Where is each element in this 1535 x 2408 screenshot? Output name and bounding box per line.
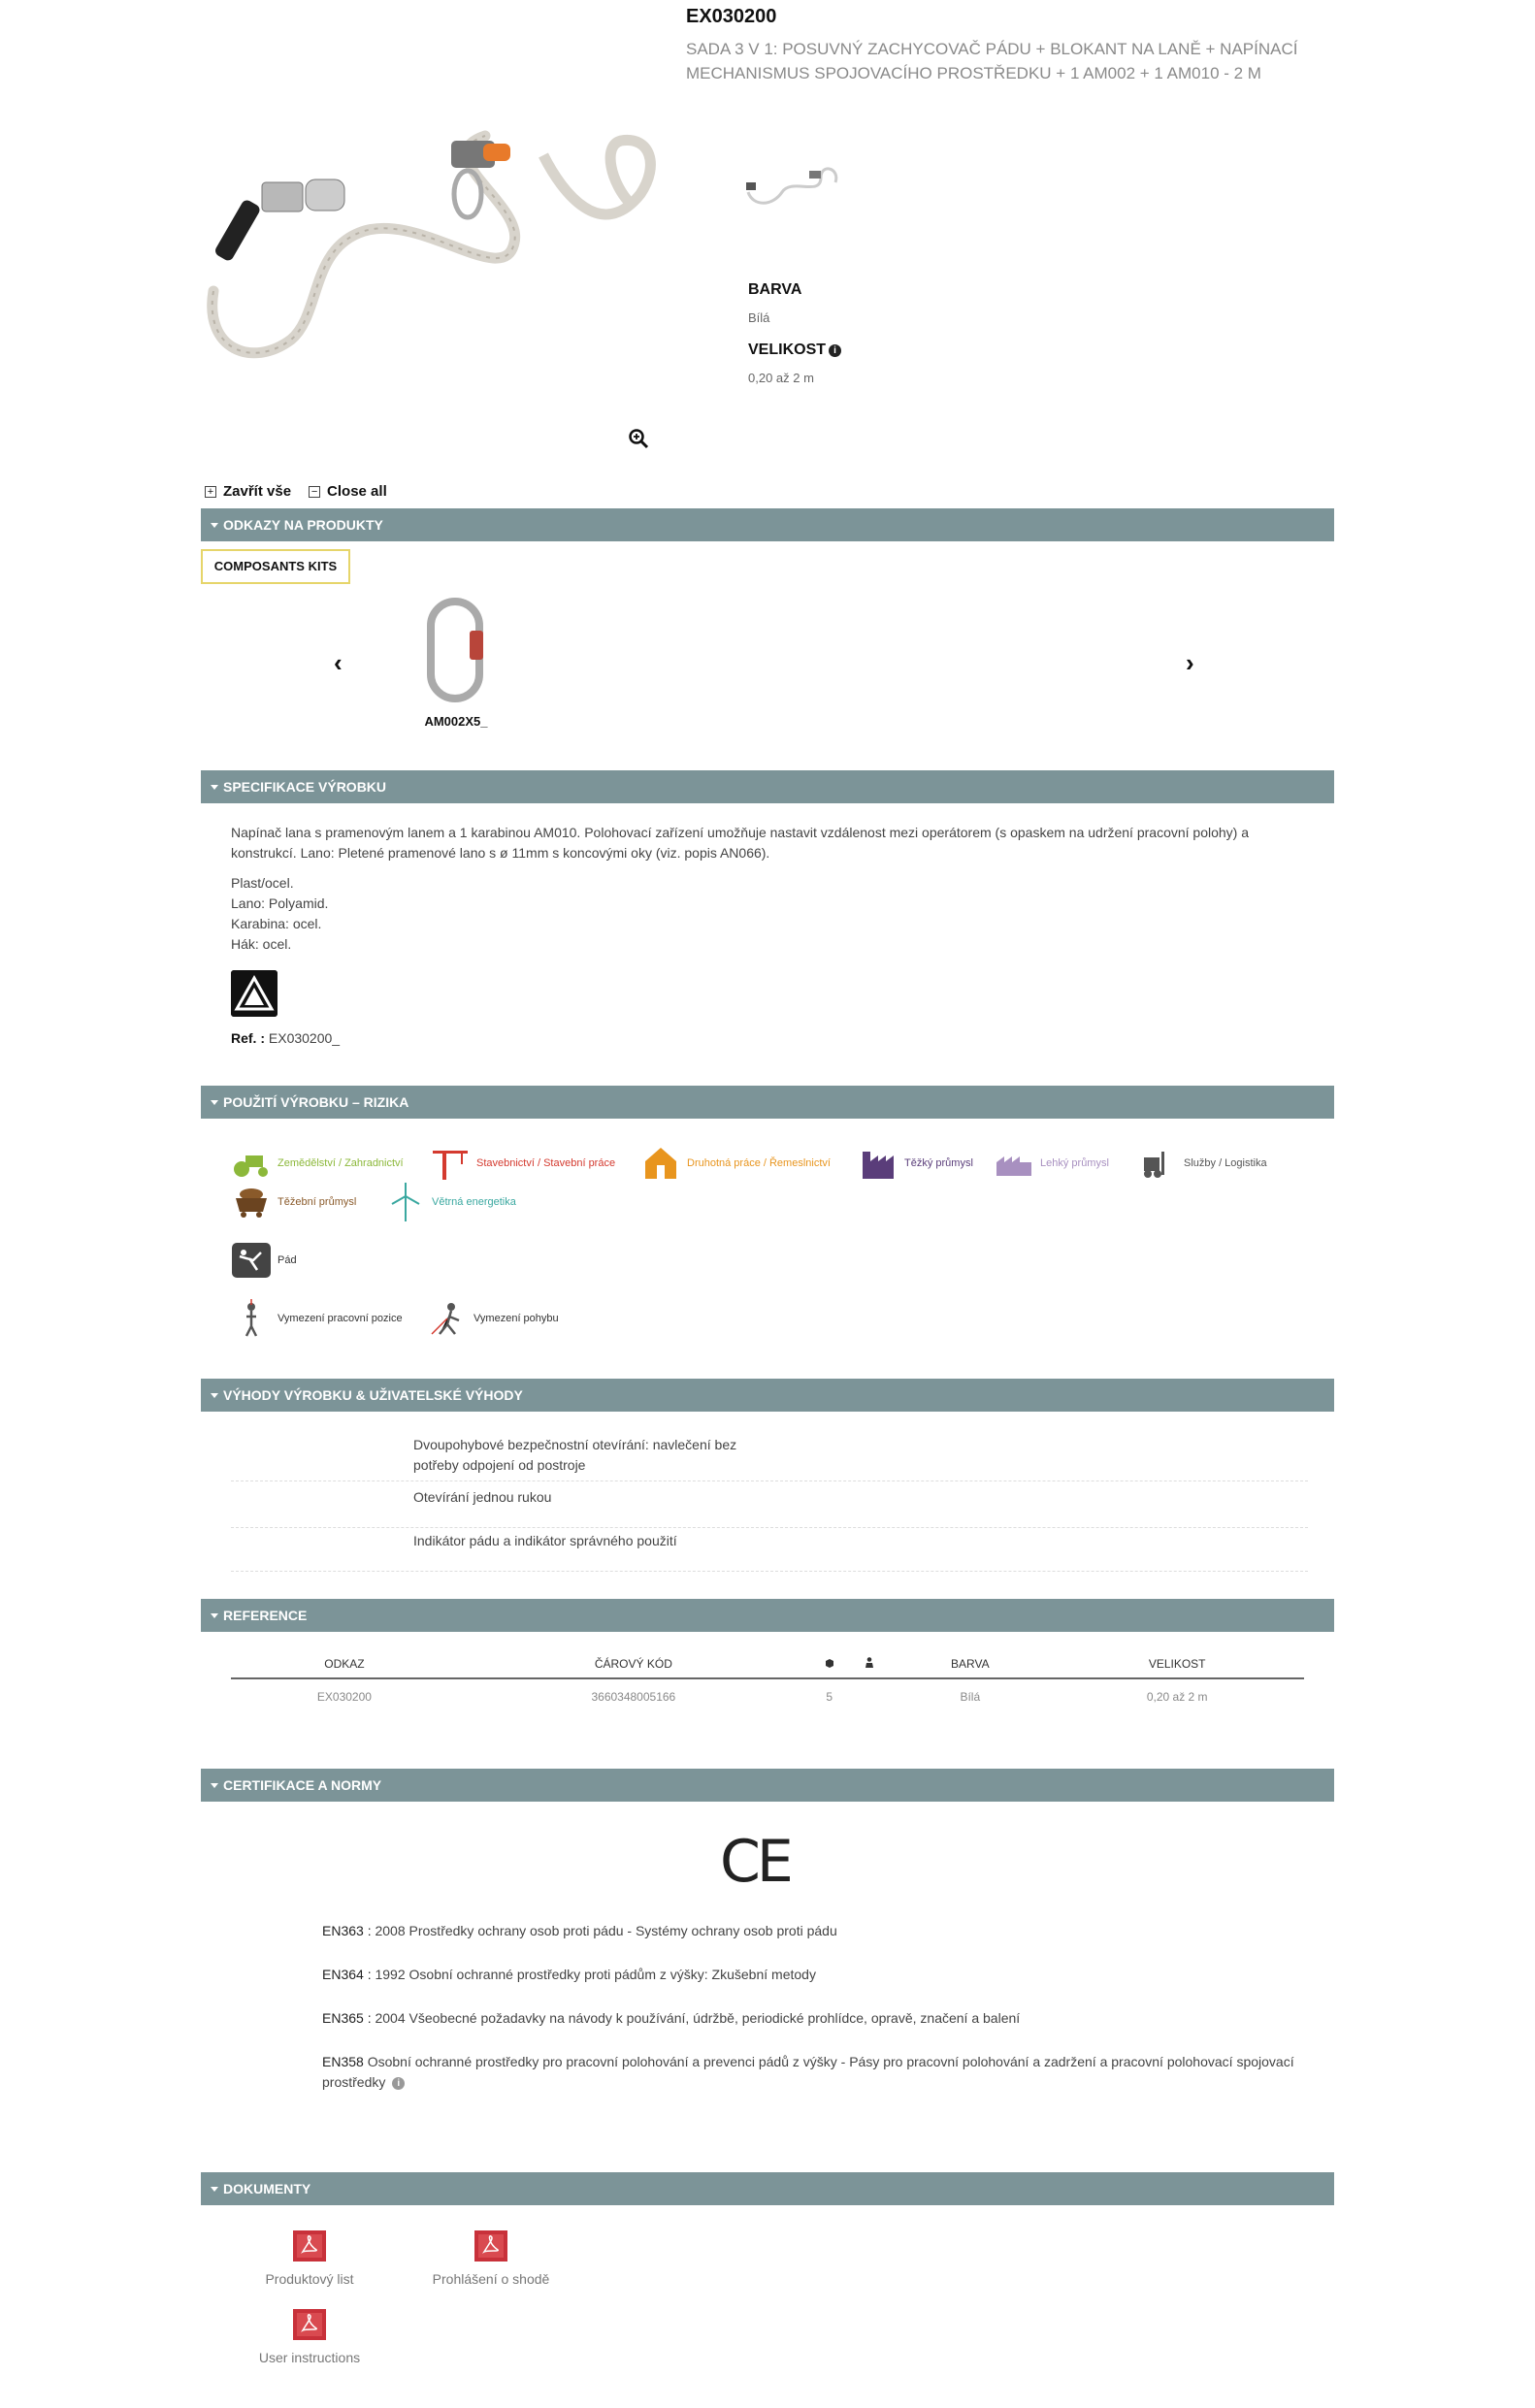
benefit-item: Indikátor pádu a indikátor správného použití: [231, 1531, 1308, 1572]
work-positioning-icon: [231, 1300, 272, 1337]
size-label: VELIKOST i: [748, 342, 841, 359]
function-restraint: Vymezení pohybu: [427, 1300, 559, 1337]
col-box-icon: [809, 1649, 850, 1678]
cell-color: Bílá: [960, 1689, 981, 1704]
risk-fall: Pád: [231, 1242, 297, 1279]
light-factory-icon: [994, 1145, 1034, 1182]
norm-item: EN363 : 2008 Prostředky ochrany osob proti pádu - Systémy ochrany osob proti pádu: [322, 1923, 837, 1938]
doc-declaration[interactable]: [413, 2229, 569, 2287]
doc-product-sheet[interactable]: [232, 2229, 387, 2287]
spec-material-2: Lano: Polyamid.: [231, 895, 329, 911]
carousel-next-icon[interactable]: ›: [1186, 648, 1194, 677]
pdf-icon: [289, 2307, 330, 2342]
col-barcode: ČÁROVÝ KÓD: [458, 1649, 809, 1678]
cell-box-qty: 5: [826, 1689, 833, 1704]
sector-heavy-industry: Těžký průmysl: [858, 1145, 973, 1182]
col-size: VELIKOST: [1050, 1649, 1304, 1678]
section-usage-header[interactable]: POUŽITÍ VÝROBKU – RIZIKA: [201, 1086, 1334, 1119]
spec-material-3: Karabina: ocel.: [231, 916, 322, 931]
pdf-icon: [471, 2229, 511, 2263]
doc-user-instructions[interactable]: [232, 2307, 387, 2365]
color-label: BARVA: [748, 281, 802, 298]
sector-wind-energy: Větrná energetika: [385, 1184, 516, 1220]
house-icon: [640, 1145, 681, 1182]
table-row: [231, 1678, 1304, 1713]
brand-logo-icon: [231, 970, 278, 1017]
col-ref: ODKAZ: [231, 1649, 458, 1678]
forklift-icon: [1137, 1145, 1178, 1182]
spec-content: [231, 823, 1298, 955]
norm-item: EN365 : 2004 Všeobecné požadavky na návody k používání, údržbě, periodické prohlídce, opravě, značení a balení: [322, 2010, 1021, 2026]
doc-label: Produktový list: [265, 2271, 354, 2287]
section-links-header[interactable]: ODKAZY NA PRODUKTY: [201, 508, 1334, 541]
crane-icon: [430, 1145, 471, 1182]
benefit-item: Dvoupohybové bezpečnostní otevírání: navlečení bez potřeby odpojení od postroje: [231, 1435, 1308, 1481]
restraint-icon: [427, 1300, 468, 1337]
close-all-label: Close all: [327, 483, 387, 500]
factory-icon: [858, 1145, 898, 1182]
tractor-icon: [231, 1145, 272, 1182]
zoom-icon[interactable]: [628, 428, 649, 449]
plus-icon: +: [205, 486, 216, 498]
sector-light-industry: Lehký průmysl: [994, 1145, 1109, 1182]
doc-label: User instructions: [258, 2350, 361, 2365]
close-all-toggle[interactable]: [309, 483, 387, 500]
spec-material-1: Plast/ocel.: [231, 875, 294, 891]
cell-size: 0,20 až 2 m: [1146, 1689, 1208, 1704]
composants-kits-tab[interactable]: COMPOSANTS KITS: [201, 549, 350, 584]
col-color: BARVA: [890, 1649, 1050, 1678]
sector-construction: Stavebnictví / Stavební práce: [430, 1145, 615, 1182]
cell-person-qty: [850, 1678, 891, 1713]
carabiner-image[interactable]: [419, 596, 491, 704]
fall-icon: [231, 1242, 272, 1279]
sector-agriculture: Zemědělství / Zahradnictví: [231, 1145, 404, 1182]
sector-mining: Těžební průmysl: [231, 1184, 356, 1220]
pdf-icon: [289, 2229, 330, 2263]
cell-ref: EX030200: [316, 1689, 372, 1704]
open-all-label: Zavřít vše: [223, 483, 292, 500]
benefit-item: Otevírání jednou rukou: [231, 1487, 1308, 1528]
spec-ref: Ref. : EX030200_: [231, 1030, 341, 1046]
mine-cart-icon: [231, 1184, 272, 1220]
linked-product-label[interactable]: AM002X5_: [424, 714, 488, 729]
spec-material-4: Hák: ocel.: [231, 936, 292, 952]
info-icon[interactable]: i: [392, 2077, 405, 2090]
section-certs-header[interactable]: CERTIFIKACE A NORMY: [201, 1769, 1334, 1802]
table-header-row: [231, 1649, 1304, 1678]
reference-table: [231, 1649, 1304, 1713]
doc-label: Prohlášení o shodě: [432, 2271, 550, 2287]
product-thumbnail[interactable]: [743, 153, 850, 213]
function-work-positioning: Vymezení pracovní pozice: [231, 1300, 403, 1337]
open-all-toggle[interactable]: [205, 483, 291, 500]
cell-barcode: 3660348005166: [591, 1689, 676, 1704]
sector-logistics: Služby / Logistika: [1137, 1145, 1267, 1182]
product-title: SADA 3 V 1: POSUVNÝ ZACHYCOVAČ PÁDU + BLOKANT NA LANĚ + NAPÍNACÍ MECHANISMUS SPOJOVACÍHO PROSTŘEDKU + 1 AM002 + 1 AM010 - 2 M: [686, 40, 1298, 82]
section-docs-header[interactable]: DOKUMENTY: [201, 2172, 1334, 2205]
color-value: Bílá: [748, 310, 770, 325]
section-spec-header[interactable]: SPECIFIKACE VÝROBKU: [201, 770, 1334, 803]
accordion-toggles: [205, 483, 387, 500]
spec-description: Napínač lana s pramenovým lanem a 1 karabinou AM010. Polohovací zařízení umožňuje nastavit vzdálenost mezi operátorem (s opaskem na udržení pracovní polohy) a konstrukcí. Lano: Pletené pramenové lano s ø 11mm s koncovými oky (viz. popis AN066).: [231, 825, 1250, 861]
ce-mark: CE: [720, 1828, 790, 1896]
col-person-icon: [850, 1649, 891, 1678]
norm-item: EN364 : 1992 Osobní ochranné prostředky proti pádům z výšky: Zkušební metody: [322, 1967, 816, 1982]
section-benefits-header[interactable]: VÝHODY VÝROBKU & UŽIVATELSKÉ VÝHODY: [201, 1379, 1334, 1412]
minus-icon: −: [309, 486, 320, 498]
section-reference-header[interactable]: REFERENCE: [201, 1599, 1334, 1632]
size-value: 0,20 až 2 m: [748, 371, 814, 385]
info-icon[interactable]: i: [829, 344, 841, 357]
norm-item: EN358 Osobní ochranné prostředky pro pracovní polohování a prevenci pádů z výšky - Pásy pro pracovní polohování a zadržení a pracovní polohovací spojovací prostředky i: [322, 2054, 1294, 2090]
wind-turbine-icon: [385, 1184, 426, 1220]
sector-crafts: Druhotná práce / Řemeslnictví: [640, 1145, 831, 1182]
carousel-prev-icon[interactable]: ‹: [334, 648, 343, 677]
product-image[interactable]: [194, 97, 670, 378]
product-code: EX030200: [686, 6, 777, 27]
